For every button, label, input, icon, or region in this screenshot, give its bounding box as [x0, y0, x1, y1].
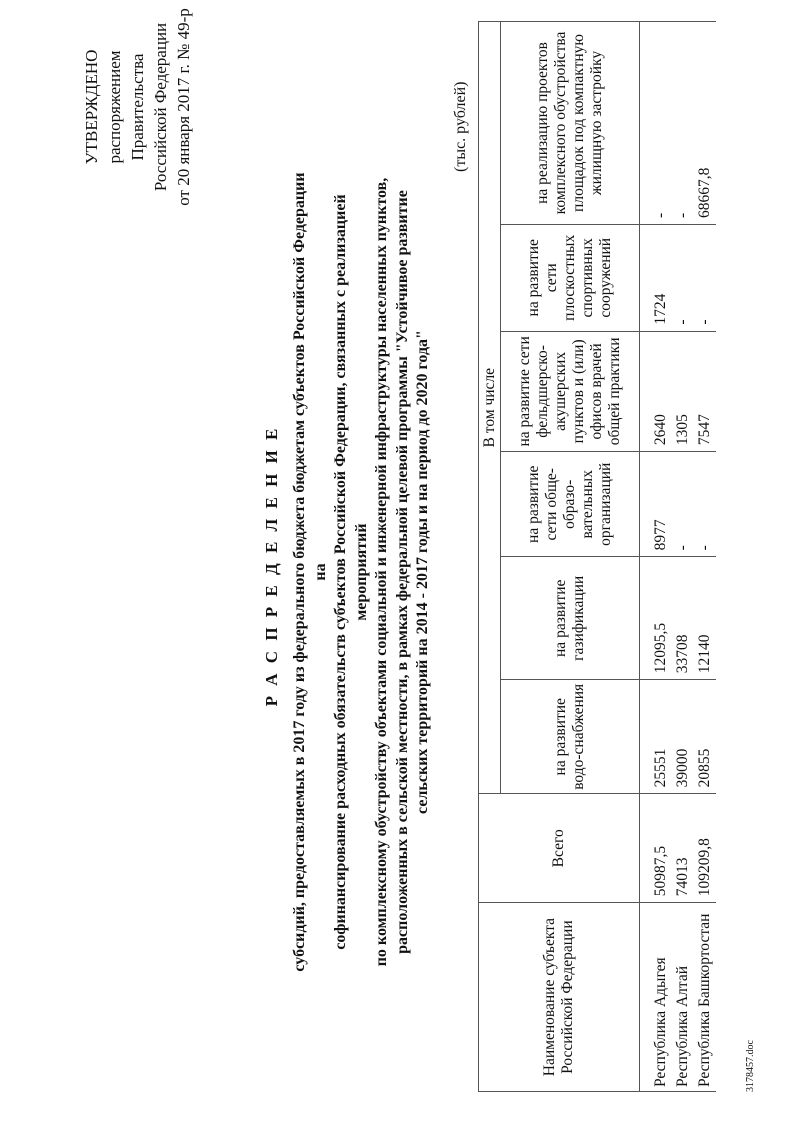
approval-heading: УТВЕРЖДЕНО [82, 49, 101, 165]
row-subject-name: Республика Алтай [672, 903, 694, 1092]
header-sports-facilities: на развитие сети плоскостных спортивных сооружений [501, 224, 640, 331]
table-row [672, 22, 694, 1092]
cell-medical-points: 2640 [650, 331, 672, 452]
cell-water-supply: 25551 [650, 680, 672, 794]
cell-schools: - [694, 452, 716, 557]
approval-date: от 20 января 2017 г. № 49-р [174, 8, 193, 206]
cell-schools: 8977 [650, 452, 672, 557]
document-title: Р А С П Р Е Д Е Л Е Н И Е [262, 425, 281, 707]
header-subject-name: Наименование субъекта Российской Федерации [479, 903, 640, 1092]
subsidy-table [478, 21, 716, 1092]
header-total: Всего [479, 794, 640, 903]
subtitle-line: сельских территорий на 2014 - 2017 годы и на период до 2020 года" [414, 330, 431, 814]
cell-water-supply: 39000 [672, 680, 694, 794]
cell-gasification: 12095,5 [650, 557, 672, 680]
table-row [694, 22, 716, 1092]
cell-gasification: 33708 [672, 557, 694, 680]
cell-sports-facilities: 1724 [650, 224, 672, 331]
table-header [479, 22, 640, 1092]
approval-line: распоряжением Правительства [105, 50, 147, 164]
cell-water-supply: 20855 [694, 680, 716, 794]
subtitle-line: расположенных в сельской местности, в рамках федеральной целевой программы "Устойчивое развитие [393, 190, 411, 954]
header-gasification: на развитие газификации [501, 557, 640, 680]
subtitle-line: софинансирование расходных обязательств субъектов Российской Федерации, связанных с реализацией мероприятий [332, 194, 370, 950]
row-subject-name: Республика Башкортостан [694, 903, 716, 1092]
cell-housing-sites: - [672, 22, 694, 225]
table-body [640, 22, 717, 1092]
cell-housing-sites: 68667,8 [694, 22, 716, 225]
approval-line: Российской Федерации [151, 22, 170, 192]
approval-stamp [80, 2, 195, 212]
header-schools: на развитие сети обще-образо-вательных организаций [501, 452, 640, 557]
header-medical-points: на развитие сети фельдшерско-акушерских пунктов и (или) офисов врачей общей практики [501, 331, 640, 452]
table-row [650, 22, 672, 1092]
cell-total: 50987,5 [650, 794, 672, 903]
cell-sports-facilities: - [672, 224, 694, 331]
cell-medical-points: 1305 [672, 331, 694, 452]
cell-housing-sites: - [650, 22, 672, 225]
header-water-supply: на развитие водо-снабжения [501, 680, 640, 794]
cell-total: 109209,8 [694, 794, 716, 903]
document-file-code: 3178457.doc [745, 1040, 756, 1092]
cell-medical-points: 7547 [694, 331, 716, 452]
subtitle-line: по комплексному обустройству объектами социальной и инженерной инфраструктуры населенных пунктов, [373, 177, 390, 967]
unit-note: (тыс. рублей) [452, 81, 469, 172]
document-subtitle [290, 162, 434, 982]
subtitle-line: субсидий, предоставляемых в 2017 году из федерального бюджета бюджетам субъектов Российской Федерации на [291, 172, 329, 972]
header-housing-sites: на реализацию проектов комплексного обустройства площадок под компактную жилищную застройку [501, 22, 640, 225]
row-subject-name: Республика Адыгея [650, 903, 672, 1092]
cell-sports-facilities: - [694, 224, 716, 331]
header-group-label: В том числе [479, 22, 501, 794]
cell-schools: - [672, 452, 694, 557]
cell-gasification: 12140 [694, 557, 716, 680]
cell-total: 74013 [672, 794, 694, 903]
